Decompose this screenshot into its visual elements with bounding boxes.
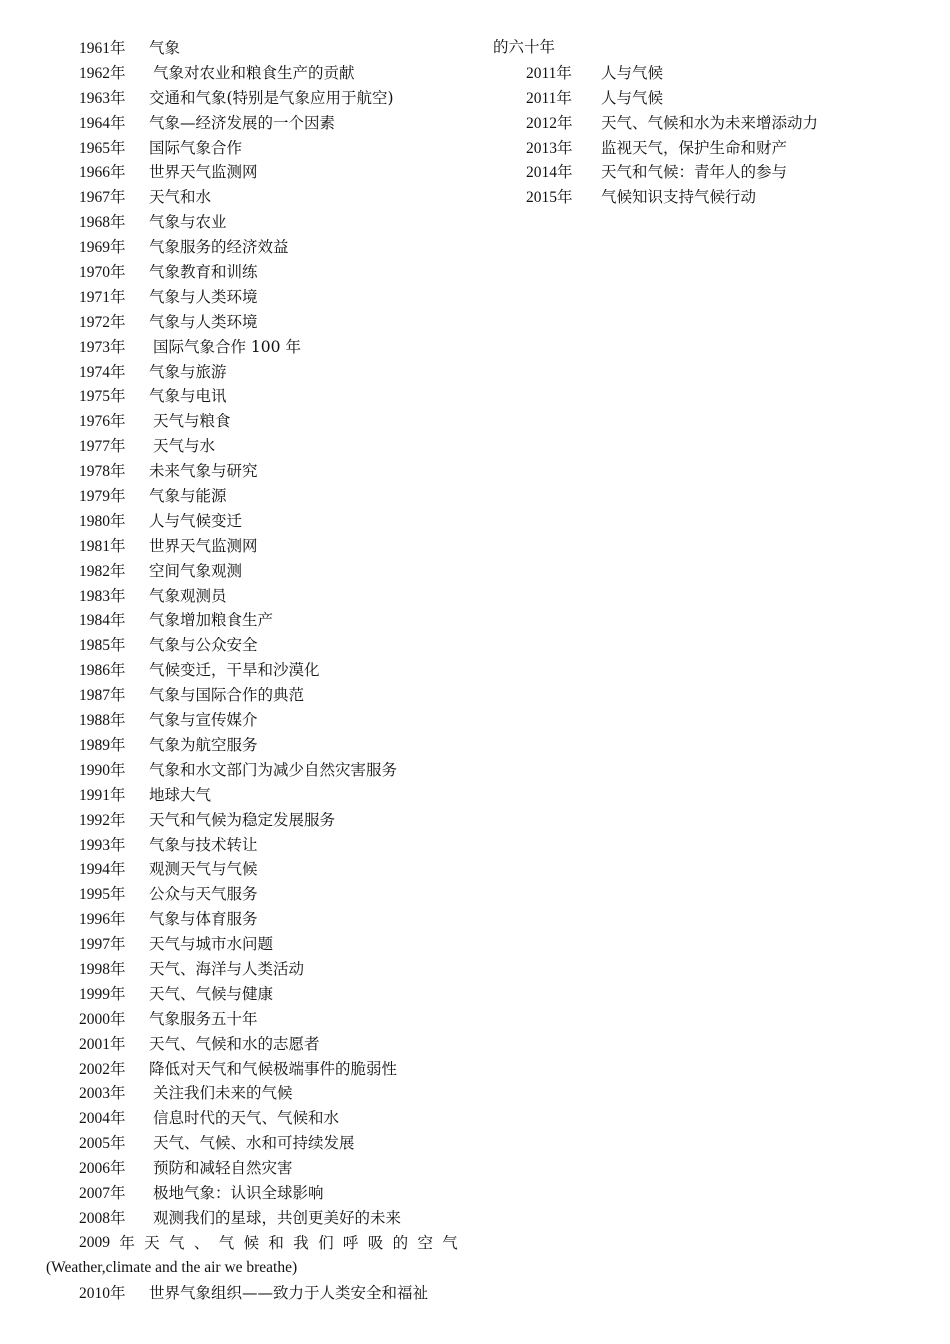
entry-year: 1971年: [79, 288, 126, 306]
entry-year: 1974年: [79, 363, 126, 381]
entry-theme: 人与气候: [601, 88, 664, 107]
entry-year-number: 2009: [79, 1233, 110, 1251]
entry-year: 2008年: [79, 1209, 126, 1227]
entry-year: 1963年: [79, 89, 126, 107]
theme-entry: [46, 185, 458, 210]
entry-theme-char: 天: [144, 1233, 160, 1252]
theme-entry: [46, 1032, 458, 1057]
entry-year: 2007年: [79, 1184, 126, 1202]
entry-year: 1994年: [79, 861, 126, 879]
entry-theme: 气象与人类环境: [149, 287, 258, 306]
entry-theme: 气候知识支持气候行动: [601, 188, 757, 207]
entry-theme: 天气和气候：青年人的参与: [601, 163, 788, 182]
entry-year: 2012年: [526, 114, 573, 132]
entry-year: 2013年: [526, 139, 573, 157]
theme-entry: [46, 459, 458, 484]
entry-theme: 气象: [149, 39, 181, 57]
entry-year: 1981年: [79, 537, 126, 555]
entry-year-unit: 年: [119, 1233, 135, 1252]
entry-theme: 观测天气与气候: [149, 860, 258, 879]
entry-theme-char: 我: [293, 1233, 309, 1252]
theme-entry: [46, 409, 458, 434]
entry-theme: 气象与农业: [149, 213, 227, 232]
entry-year: 1989年: [79, 736, 126, 754]
entry-theme: 极地气象：认识全球影响: [153, 1183, 324, 1202]
entry-year: 2004年: [79, 1110, 126, 1128]
theme-entry-2009: [46, 1231, 458, 1256]
theme-entry: [493, 111, 923, 136]
theme-entry: [46, 160, 458, 185]
entry-year: 1991年: [79, 786, 126, 804]
theme-entry: [46, 509, 458, 534]
entry-year: 1982年: [79, 562, 126, 580]
entry-year: 1979年: [79, 488, 126, 506]
entry-year: 1973年: [79, 338, 126, 356]
theme-entry: [46, 708, 458, 733]
entry-year: 2001年: [79, 1035, 126, 1053]
theme-entry: [46, 260, 458, 285]
theme-entry: [46, 1156, 458, 1181]
entry-year: 2006年: [79, 1160, 126, 1178]
entry-year: 2002年: [79, 1060, 126, 1078]
theme-entry: [46, 1206, 458, 1231]
theme-entry: [46, 1106, 458, 1131]
entry-theme: 气象与公众安全: [149, 636, 258, 655]
theme-entry: [493, 136, 923, 161]
entry-theme: 气象与国际合作的典范: [149, 686, 305, 705]
theme-entry: [493, 61, 923, 86]
entry-theme-char: 气: [442, 1233, 458, 1252]
theme-entry: [46, 633, 458, 658]
theme-entry: [46, 434, 458, 459]
entry-theme: 交通和气象(特别是气象应用于航空): [149, 88, 394, 107]
entry-year: 1967年: [79, 189, 126, 207]
theme-entry: [46, 86, 458, 111]
entry-theme-char: 气: [169, 1233, 185, 1252]
entry-theme: 天气和水: [149, 188, 212, 207]
entry-year: 2010年: [79, 1284, 126, 1302]
theme-entry: [46, 111, 458, 136]
entry-year: 1998年: [79, 960, 126, 978]
entry-year: 1976年: [79, 413, 126, 431]
entry-year: 1969年: [79, 239, 126, 257]
entry-theme: 天气、气候和水为未来增添动力: [601, 113, 819, 132]
theme-entry: [46, 1181, 458, 1206]
right-column: [493, 36, 923, 210]
entry-year: 1964年: [79, 114, 126, 132]
entry-theme: 气象教育和训练: [149, 263, 258, 282]
theme-entry: [46, 584, 458, 609]
entry-year: 1978年: [79, 463, 126, 481]
entry-theme: 气象—经济发展的一个因素: [149, 113, 336, 132]
entry-theme: 气象为航空服务: [149, 735, 258, 754]
entry-theme: 气象服务五十年: [149, 1009, 258, 1028]
entry-theme: 国际气象合作 100 年: [153, 337, 301, 356]
theme-entry: [46, 534, 458, 559]
entry-theme: 世界气象组织——致力于人类安全和福祉: [149, 1283, 429, 1302]
entry-year: 1962年: [79, 64, 126, 82]
entry-year: 2011年: [526, 64, 572, 82]
entry-year: 1975年: [79, 388, 126, 406]
theme-entry: [46, 360, 458, 385]
entry-theme: 天气、海洋与人类活动: [149, 959, 305, 978]
entry-theme-char: 、: [193, 1233, 210, 1252]
entry-theme: 气象与技术转让: [149, 835, 258, 854]
entry-theme: 气象与旅游: [149, 362, 227, 381]
entry-theme: 气象服务的经济效益: [149, 238, 289, 257]
theme-entry: [46, 1007, 458, 1032]
theme-entry: [46, 1081, 458, 1106]
theme-entry: [46, 285, 458, 310]
theme-entry: [46, 857, 458, 882]
theme-entry: [46, 210, 458, 235]
entry-theme: 气象与宣传媒介: [149, 711, 258, 730]
entry-year: 1988年: [79, 712, 126, 730]
entry-theme: 气象与能源: [149, 487, 227, 506]
entry-year: 2005年: [79, 1135, 126, 1153]
entry-year: 1986年: [79, 662, 126, 680]
entry-theme: 气象和水文部门为减少自然灾害服务: [149, 760, 398, 779]
entry-theme: 监视天气，保护生命和财产: [601, 138, 788, 157]
entry-year: 1984年: [79, 612, 126, 630]
entry-theme: 观测我们的星球，共创更美好的未来: [153, 1208, 402, 1227]
entry-theme-char: 呼: [342, 1233, 359, 1252]
entry-theme: 天气、气候与健康: [149, 984, 274, 1003]
theme-entry: [46, 932, 458, 957]
theme-entry: [46, 136, 458, 161]
theme-entry: [46, 484, 458, 509]
entry-theme: 天气与水: [153, 437, 216, 456]
entry-theme: 天气与粮食: [153, 412, 231, 431]
entry-theme: 气象对农业和粮食生产的贡献: [153, 63, 355, 82]
entry-year: 2015年: [526, 189, 573, 207]
entry-theme-char: 空: [417, 1233, 433, 1252]
entry-year: 1970年: [79, 264, 126, 282]
theme-entry: [46, 783, 458, 808]
entry-year: 1999年: [79, 985, 126, 1003]
entry-year: 1961年: [79, 40, 126, 57]
entry-theme: 世界天气监测网: [149, 536, 258, 555]
theme-entry: [46, 235, 458, 260]
entry-theme: 气象与人类环境: [149, 312, 258, 331]
theme-entry: [46, 559, 458, 584]
entry-theme: 地球大气: [149, 785, 212, 804]
entry-year: 1985年: [79, 637, 126, 655]
entry-theme: 天气与城市水问题: [149, 935, 274, 954]
theme-entry: [493, 86, 923, 111]
entry-year: 1995年: [79, 886, 126, 904]
theme-entry: [46, 310, 458, 335]
entry-theme: 国际气象合作: [149, 138, 243, 157]
entry-year: 1968年: [79, 214, 126, 232]
theme-entry: [46, 833, 458, 858]
entry-year: 2011年: [526, 89, 572, 107]
entry-theme: 预防和减轻自然灾害: [153, 1159, 293, 1178]
entry-theme: 天气和气候为稳定发展服务: [149, 810, 336, 829]
entry-theme-char: 气: [218, 1233, 235, 1252]
entry-theme-char: 吸: [367, 1233, 384, 1252]
entry-theme: 空间气象观测: [149, 561, 243, 580]
entry-theme: 公众与天气服务: [149, 885, 258, 904]
entry-year: 2003年: [79, 1085, 126, 1103]
theme-entry: [46, 733, 458, 758]
theme-entry: [46, 658, 458, 683]
entry-year: 1992年: [79, 811, 126, 829]
theme-entry: [46, 982, 458, 1007]
entry-theme: 天气、气候和水的志愿者: [149, 1034, 320, 1053]
entry-theme-char: 候: [243, 1233, 260, 1252]
entry-theme: 气象与电讯: [149, 387, 227, 406]
theme-entry: [46, 1131, 458, 1156]
entry-year: 1977年: [79, 438, 126, 456]
entry-theme: 未来气象与研究: [149, 462, 258, 481]
entry-year: 2014年: [526, 164, 573, 182]
theme-entry: [46, 808, 458, 833]
entry-year: 1980年: [79, 512, 126, 530]
entry-theme: 气象增加粮食生产: [149, 611, 274, 630]
theme-entry: [493, 185, 923, 210]
entry-year: 1983年: [79, 587, 126, 605]
entry-theme: 气象与体育服务: [149, 910, 258, 929]
entry-year: 1990年: [79, 761, 126, 779]
theme-entry: [46, 384, 458, 409]
theme-entry: [493, 160, 923, 185]
entry-theme: 人与气候: [601, 63, 664, 82]
entry-theme: 关注我们未来的气候: [153, 1084, 293, 1103]
theme-entry: [46, 61, 458, 86]
entry-theme: 降低对天气和气候极端事件的脆弱性: [149, 1059, 398, 1078]
theme-entry: [46, 1057, 458, 1082]
entry-year: 1993年: [79, 836, 126, 854]
entry-year: 1996年: [79, 911, 126, 929]
entry-theme-char: 和: [268, 1233, 284, 1252]
theme-entry: [46, 758, 458, 783]
entry-year: 1966年: [79, 164, 126, 182]
entry-theme: 气候变迁，干旱和沙漠化: [149, 661, 320, 680]
entry-year: 1972年: [79, 313, 126, 331]
entry-year: 1965年: [79, 139, 126, 157]
entry-theme: 信息时代的天气、气候和水: [153, 1109, 340, 1128]
entry-theme: 人与气候变迁: [149, 511, 243, 530]
entry-theme-char: 们: [318, 1233, 334, 1252]
theme-entry-2010: [46, 1281, 458, 1306]
entry-theme: 气象观测员: [149, 586, 227, 605]
theme-entry: [46, 957, 458, 982]
theme-entry: [46, 36, 458, 61]
theme-entry: [46, 882, 458, 907]
entry-theme: 天气、气候、水和可持续发展: [153, 1134, 355, 1153]
entry-theme: 世界天气监测网: [149, 163, 258, 182]
entry-year: 1987年: [79, 687, 126, 705]
theme-entry: [46, 907, 458, 932]
theme-entry: [46, 335, 458, 360]
entry-year: 1997年: [79, 936, 126, 954]
entry-theme-char: 的: [392, 1233, 409, 1252]
theme-entry: [46, 683, 458, 708]
entry-2009-continuation: (Weather,climate and the air we breathe): [46, 1258, 298, 1276]
entry-year: 2000年: [79, 1010, 126, 1028]
continuation-text: 的六十年: [493, 39, 556, 56]
left-column: [46, 36, 458, 1305]
theme-entry: [46, 608, 458, 633]
